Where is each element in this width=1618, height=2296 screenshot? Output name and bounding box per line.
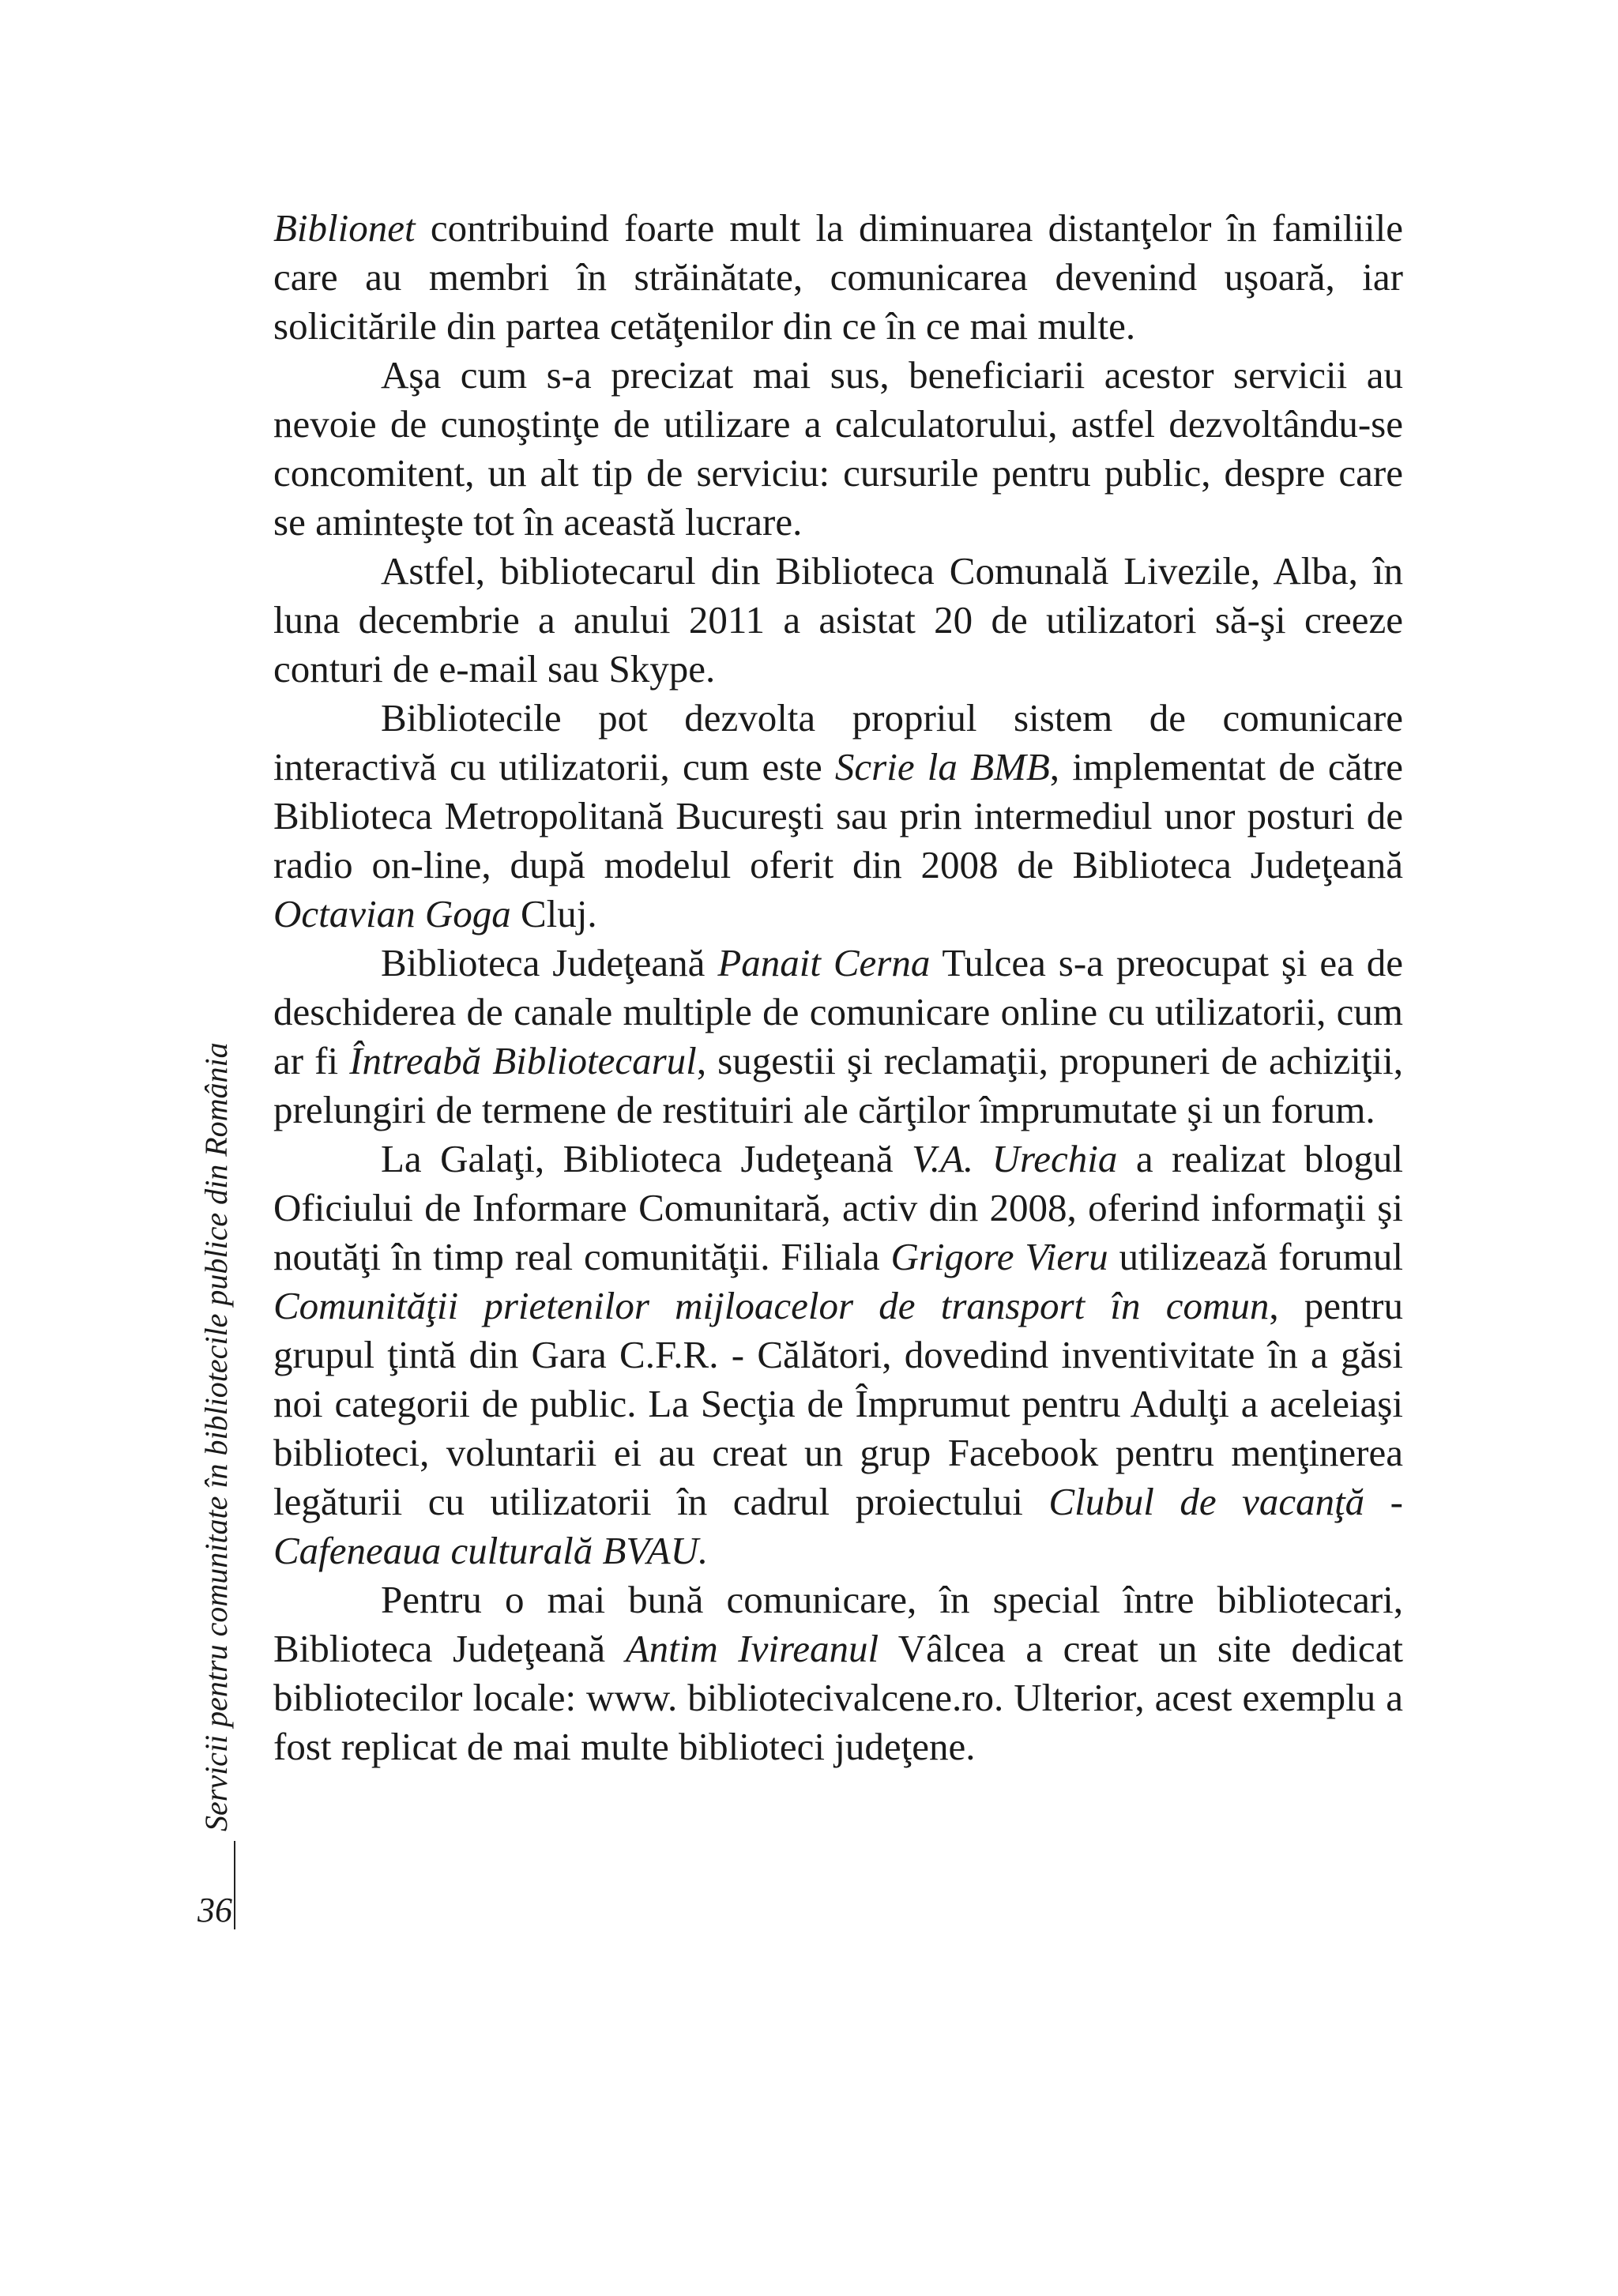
text-run: Scrie la BMB — [834, 745, 1050, 789]
text-run: Clubul de vacanţă - Cafeneaua culturală BVAU. — [273, 1480, 1403, 1572]
text-run: Tulcea s-a preocupat şi ea de deschiderea de canale multiple de comunicare online cu utilizatorii, cum ar fi — [273, 941, 1403, 1082]
text-run: Antim Ivireanul — [625, 1627, 879, 1670]
text-run: , pentru grupul ţintă din Gara C.F.R. - Călători, dovedind inventivitate în a găsi noi categorii de public. La Secţia de Împrumut pentru Adulţi a aceleiaşi biblioteci, voluntarii ei au creat un grup Facebook pentru menţinerea legăturii cu utilizatorii în cadrul proiectului — [273, 1284, 1403, 1523]
paragraph-4 — [273, 694, 1403, 939]
page-body — [273, 204, 1403, 1771]
text-run: a realizat blogul Oficiului de Informare Comunitară, activ din 2008, oferind informaţii şi noutăţi în timp real comunităţii. Filiala — [273, 1137, 1403, 1278]
page-number: 36 — [198, 1891, 232, 1929]
text-run: Întreabă Bibliotecarul — [349, 1039, 697, 1082]
text-run: Panait Cerna — [717, 941, 931, 984]
text-run: Aşa cum s-a precizat mai sus, beneficiarii acestor servicii au nevoie de cunoştinţe de utilizare a calculatorului, astfel dezvoltându-se concomitent, un alt tip de serviciu: cursurile pentru public, despre care se aminteşte tot în această lucrare. — [273, 353, 1403, 544]
text-run: Grigore Vieru — [890, 1235, 1108, 1278]
paragraph-5 — [273, 939, 1403, 1135]
text-run: Bibliotecile pot dezvolta propriul sistem de comunicare interactivă cu utilizatorii, cum este — [273, 696, 1403, 789]
paragraph-1 — [273, 204, 1403, 351]
text-run: Cluj. — [510, 892, 597, 935]
text-run: V.A. Urechia — [912, 1137, 1118, 1180]
text-run: , implementat de către Biblioteca Metropolitană Bucureşti sau prin intermediul unor posturi de radio on-line, după modelul oferit din 2008 de Biblioteca Judeţeană — [273, 745, 1403, 886]
paragraph-2 — [273, 351, 1403, 547]
text-run: contribuind foarte mult la diminuarea distanţelor în familiile care au membri în străinătate, comunicarea devenind uşoară, iar solicitările din partea cetăţenilor din ce în ce mai multe. — [273, 206, 1403, 348]
running-title: Servicii pentru comunitate în bibliotecile publice din România — [198, 1042, 234, 1831]
side-rule — [234, 1841, 235, 1929]
text-run: Biblioteca Judeţeană — [381, 941, 718, 984]
text-run: Pentru o mai bună comunicare, în special între bibliotecari, Biblioteca Judeţeană — [273, 1578, 1403, 1670]
text-run: Astfel, bibliotecarul din Biblioteca Comunală Livezile, Alba, în luna decembrie a anului 2011 a asistat 20 de utilizatori să-şi creeze conturi de e-mail sau Skype. — [273, 549, 1403, 691]
text-run: Biblionet — [273, 206, 416, 250]
paragraph-6 — [273, 1135, 1403, 1575]
text-run: , sugestii şi reclamaţii, propuneri de achiziţii, prelungiri de termene de restituiri ale cărţilor împrumutate şi un forum. — [273, 1039, 1404, 1131]
text-run: utilizează forumul — [1108, 1235, 1404, 1278]
text-run: Octavian Goga — [273, 892, 511, 935]
text-run: La Galaţi, Biblioteca Judeţeană — [381, 1137, 912, 1180]
paragraph-7 — [273, 1575, 1403, 1771]
text-run: Vâlcea a creat un site dedicat bibliotecilor locale: www. bibliotecivalcene.ro. Ulterior, acest exemplu a fost replicat de mai multe biblioteci judeţene. — [273, 1627, 1404, 1768]
paragraph-3 — [273, 547, 1403, 694]
text-run: Comunităţii prietenilor mijloacelor de transport în comun — [273, 1284, 1270, 1327]
